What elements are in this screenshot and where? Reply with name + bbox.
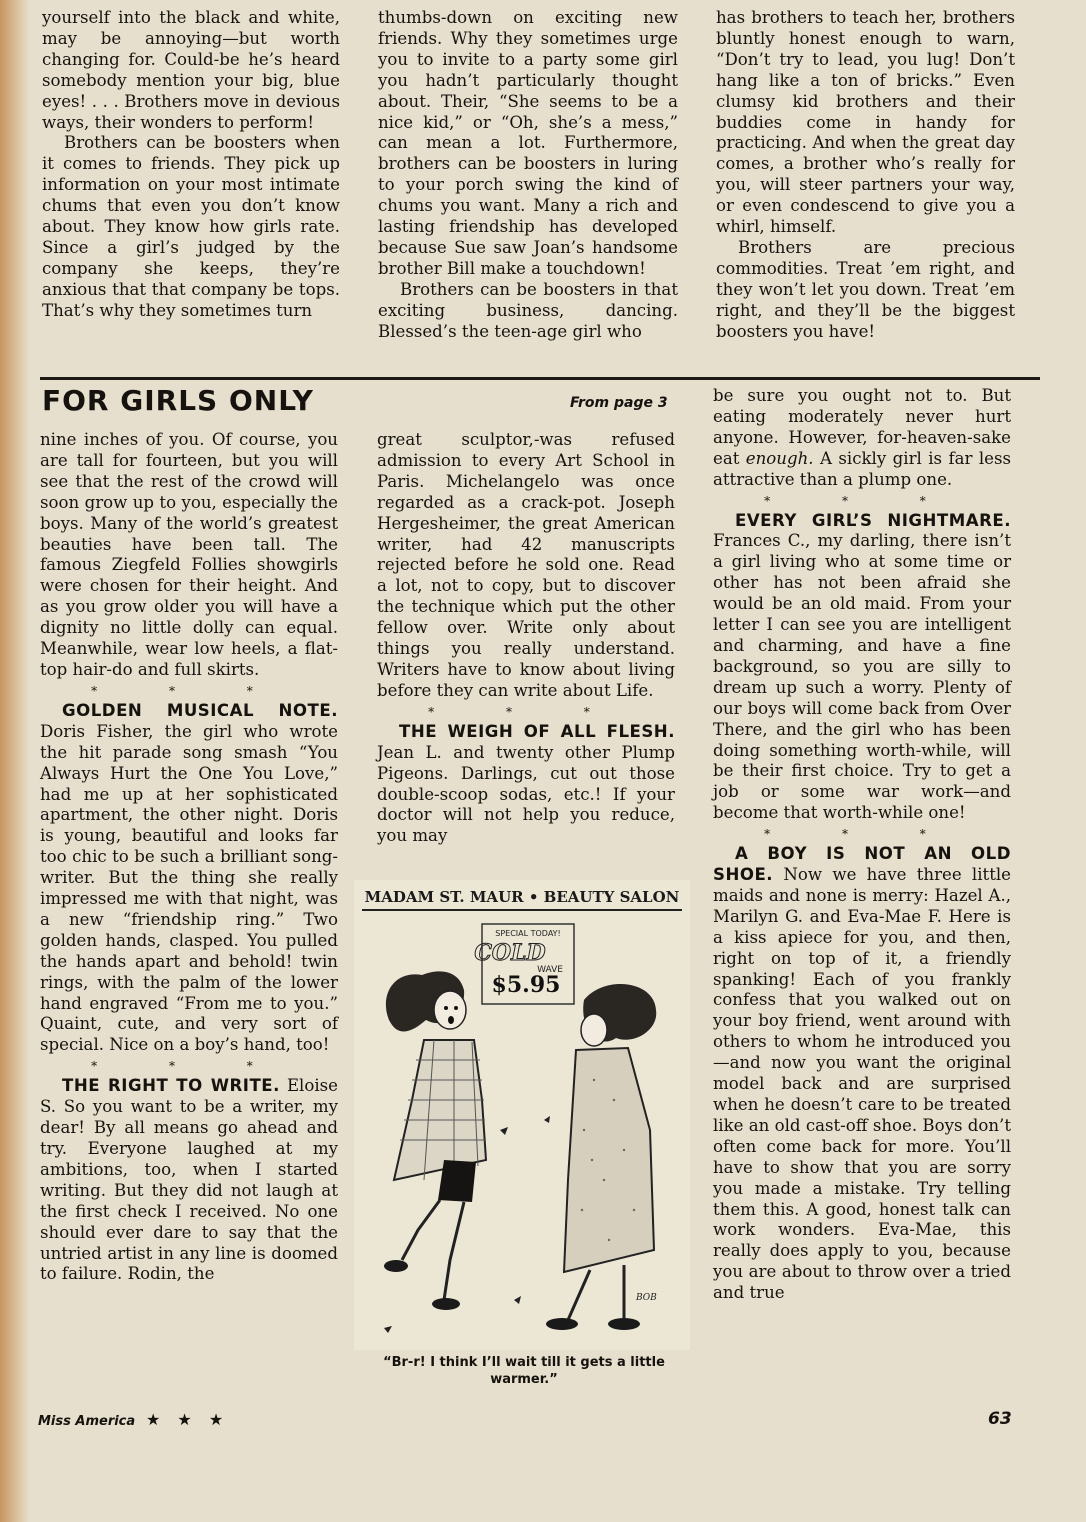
paragraph: nine inches of you. Of course, you are tall for fourteen, but you will see that the rest of the crowd will soon grow up to you, especially the boys. Many of the world’s greatest beauties have been tall. The famous Ziegfeld Follies showgirls were chosen for their height. And as you grow older you will have a dignity no little dolly can equal. Meanwhile, wear low heels, a flat-top hair-do and full skirts. [40, 430, 338, 679]
paragraph [713, 844, 1011, 1304]
paragraph: has brothers to teach her, brothers bluntly honest enough to warn, “Don’t try to lead, you lug! Don’t hang like a ton of bricks.” Even clumsy kid brothers and their buddies come in handy for practicing. And when the great day comes, a brother who’s really for you, will steer partners your way, or even condescend to give you a whirl, himself. [716, 8, 1015, 237]
magazine-name: Miss America [38, 1414, 136, 1429]
paragraph [377, 722, 675, 847]
top-column-1 [42, 8, 340, 322]
paragraph [713, 386, 1011, 491]
column-3 [713, 386, 1011, 1304]
paragraph-text: Eloise S. So you want to be a writer, my dear! By all means go ahead and try. Everyone laughed at my ambitions, too, when I started writing. But they did not laugh at the first check I received. No one should ever dare to say that the untried artist in any line is doomed to failure. Rodin, the [40, 1076, 338, 1284]
special-label: SPECIAL TODAY! [495, 929, 561, 938]
salon-sign: MADAM ST. MAUR • BEAUTY SALON [364, 888, 680, 906]
artist-signature: BOB [636, 1293, 657, 1303]
separator-stars: * * * [428, 704, 624, 719]
cartoon-illustration [354, 880, 690, 1350]
footer-stars: ★ ★ ★ [146, 1410, 230, 1429]
cartoon-drawing [354, 880, 690, 1350]
section-divider [40, 377, 1040, 380]
separator-stars: * * * [91, 683, 287, 698]
heading-golden-musical-note: GOLDEN MUSICAL NOTE. [62, 700, 338, 720]
paragraph: Brothers can be boosters when it comes to friends. They pick up information on your most intimate chums that even you don’t know about. They know how girls rate. Since a girl’s judged by the company she keeps, they’re anxious that that company be tops. That’s why they sometimes turn [42, 133, 340, 320]
column-2 [377, 430, 675, 847]
emphasis: enough. [745, 448, 814, 468]
column-1 [40, 430, 338, 1285]
paragraph-text: A sickly girl is far less attractive than a plump one. [713, 448, 1011, 489]
separator-stars: * * * [91, 1059, 287, 1074]
paragraph-text: Doris Fisher, the girl who wrote the hit parade song smash “You Always Hurt the One You Love,” had me up at her sophisticated apartment, the other night. Doris is young, beautiful and looks far too chic to be such a brilliant song-writer. But the thing she really impressed me with that night, was a new “friendship ring.” Two golden hands, clasped. You pulled the hands apart and behold! twin rings, with the palm of the lower hand engraved “From me to you.” Quaint, cute, and very sort of special. Nice on a boy’s hand, too! [40, 721, 338, 1055]
paragraph: great sculptor,-was refused admission to every Art School in Paris. Michelangelo was once regarded as a crack-pot. Joseph Hergesheimer, the great American writer, had 42 manuscripts rejected before he sold one. Read a lot, not to copy, but to discover the technique which put the other fellow over. Write only about things you really understand. Writers have to know about living before they can write about Life. [377, 430, 675, 700]
heading-every-girls-nightmare: EVERY GIRL’S NIGHTMARE. [735, 510, 1011, 530]
cartoon-caption: “Br-r! I think I’ll wait till it gets a little warmer.” [383, 1355, 665, 1387]
heading-weigh-of-all-flesh: THE WEIGH OF ALL FLESH. [399, 721, 675, 741]
separator-stars: * * * [764, 827, 960, 842]
heading-right-to-write: THE RIGHT TO WRITE. [62, 1076, 280, 1096]
heading-boy-not-old-shoe: A BOY IS NOT AN OLD SHOE. [713, 844, 1011, 885]
cold-label: COLD [474, 940, 546, 966]
price-label: $5.95 [491, 972, 561, 998]
paragraph-text: Frances C., my darling, there isn’t a girl living who at some time or other has not been afraid she would be an old maid. From your letter I can see you are intelligent and charming, and have a fine background, so you are silly to dream up such a worry. Plenty of our boys will come back from Over There, and the girl who has been doing something worth-while, will be their first choice. Try to get a job or some war work—and become that worth-while one! [713, 531, 1011, 823]
paragraph: thumbs-down on exciting new friends. Why they sometimes urge you to invite to a party some girl you hadn’t particularly thought about. Their, “She seems to be a nice kid,” or “Oh, she’s a mess,” can mean a lot. Furthermore, brothers can be boosters in luring to your porch swing the kind of chums you want. Many a rich and lasting friendship has developed because Sue saw Joan’s handsome brother Bill make a touchdown! [378, 8, 678, 278]
paragraph-text: Jean L. and twenty other Plump Pigeons. Darlings, cut out those double-scoop sodas, etc.! If your doctor will not help you reduce, you may [377, 742, 675, 846]
page-number: 63 [988, 1409, 1012, 1429]
paragraph [40, 1076, 338, 1285]
paragraph: Brothers can be boosters in that exciting business, dancing. Blessed’s the teen-age girl who [378, 279, 678, 341]
wave-label: WAVE [537, 965, 563, 975]
page-edge-shadow [0, 0, 30, 1522]
paragraph [40, 701, 338, 1056]
paragraph: Brothers are precious commodities. Treat ’em right, and they won’t let you down. Treat ’em right, and they’ll be the biggest boosters you have! [716, 237, 1015, 341]
continued-from-page: From page 3 [570, 395, 668, 411]
paragraph [713, 511, 1011, 825]
paragraph-text: be sure you ought not to. But eating moderately never hurt anyone. However, for-heaven-sake eat [713, 386, 1011, 468]
top-column-2 [378, 8, 678, 343]
separator-stars: * * * [764, 493, 960, 508]
paragraph: yourself into the black and white, may be annoying—but worth changing for. Could-be he’s heard somebody mention your big, blue eyes! . . . Brothers move in devious ways, their wonders to perform! [42, 8, 340, 132]
top-column-3 [716, 8, 1015, 343]
section-title: FOR GIRLS ONLY [42, 384, 314, 417]
paragraph-text: Now we have three little maids and none is merry: Hazel A., Marilyn G. and Eva-Mae F. Here is a kiss apiece for you, and then, right on top of it, a friendly spanking! Each of you frankly confess that you walked out on your boy friend, went around with others to whom he introduced you—and now you want the original model back and are surprised when he doesn’t care to be treated like an old cast-off shoe. Boys don’t often come back for more. You’ll have to show that you are sorry you made a mistake. Try telling them this. A good, honest talk can work wonders. Eva-Mae, this really does apply to you, because you are about to throw over a tried and true [713, 865, 1011, 1303]
